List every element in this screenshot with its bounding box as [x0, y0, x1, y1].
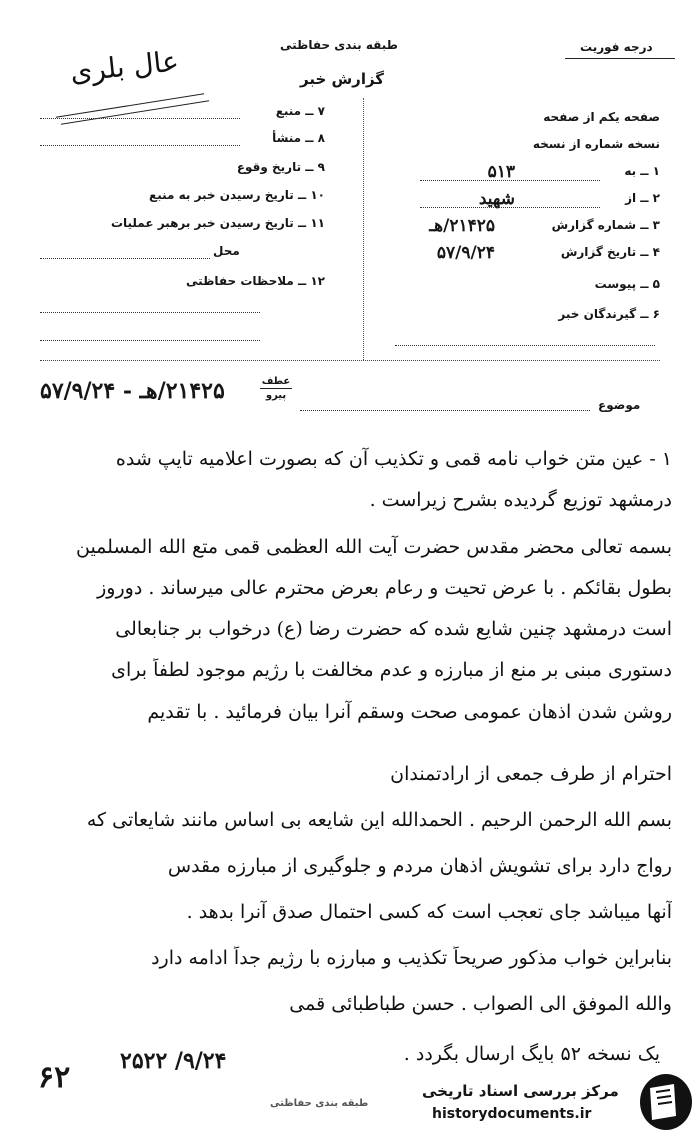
field-label: نسخه شماره از نسخه [532, 137, 660, 151]
body-line: رواج دارد برای تشویش اذهان مردم و جلوگیری از مبارزه مقدس [167, 855, 672, 877]
field-label: ۱۲ ــ ملاحظات حفاظتی [186, 274, 325, 288]
subject-label: موضوع [598, 398, 641, 412]
field-place-line [40, 258, 210, 259]
field-value: شهید [478, 189, 515, 209]
footer-page-number: ۶۲ [38, 1060, 71, 1095]
classification-label: طبقه بندی حفاظتی [280, 38, 398, 52]
subject-line [300, 410, 590, 411]
body-line: دستوری مبنی بر منع از مبارزه و عدم مخالفت با رژیم موجود لطفاً برای [111, 659, 672, 681]
field-label: ۲ ــ از [625, 191, 660, 205]
field-from-line [420, 207, 600, 208]
left-blank-line-1 [40, 312, 260, 313]
priority-label: درجه فوریت [580, 40, 653, 54]
field-label: ۱۱ ــ تاریخ رسیدن خبر برهبر عملیات [110, 216, 325, 230]
left-blank-line-2 [40, 340, 260, 341]
field-label: ۶ ــ گیرندگان خبر [558, 307, 660, 321]
body-line: آنها میباشد جای تعجب است که کسی احتمال صدق آنرا بدهد . [186, 901, 672, 923]
stamp-top: عطف [261, 376, 291, 387]
subject-stamp [256, 376, 296, 401]
watermark-title: مرکز بررسی اسناد تاریخی [422, 1082, 619, 1100]
watermark-url: historydocuments.ir [432, 1106, 592, 1122]
field-label: ۱۰ ــ تاریخ رسیدن خبر به منبع [149, 188, 325, 202]
body-line: است درمشهد چنین شایع شده که حضرت رضا (ع) درخواب بر جنابعالی [115, 618, 672, 640]
body-line: بنابراین خواب مذکور صریحاً تکذیب و مبارزه با رژیم جداً ادامه دارد [151, 947, 672, 969]
field-value: ۵۷/۹/۲۴ [436, 243, 495, 263]
body-line: درمشهد توزیع گردیده بشرح زیراست . [369, 489, 672, 511]
field-copy-number [370, 135, 660, 157]
field-label: صفحه یکم از صفحه [543, 110, 660, 124]
field-label: ۱ ــ به [624, 164, 660, 178]
body-line: بسم الله الرحمن الرحیم . الحمدالله این شایعه بی اساس مانند شایعاتی که [86, 809, 672, 831]
subject-reference: ۲۱۴۲۵/هـ - ۵۷/۹/۲۴ [40, 378, 225, 404]
field-recipients [370, 305, 660, 327]
handwritten-note: عال بلری [68, 44, 181, 89]
field-report-number [370, 216, 660, 238]
field-label: ۷ ــ منبع [275, 104, 325, 118]
field-source-line [40, 118, 240, 119]
form-title: گزارش خبر [300, 70, 385, 88]
body-line: بطول بقائکم . با عرض تحیت و رعام بعرض محترم عالی میرساند . دوروز [97, 577, 672, 599]
footer-handwritten-date: ۲۵۲۲ /۹/۲۴ [120, 1048, 227, 1074]
header-section-rule [40, 360, 660, 361]
body-line: یک نسخه ۵۲ بایگ ارسال بگردد . [403, 1043, 660, 1065]
archive-logo-icon [636, 1070, 696, 1134]
field-label: ۹ ــ تاریخ وقوع [236, 160, 325, 174]
stamp-bottom: پیرو [265, 390, 287, 401]
field-label: ۵ ــ پیوست [594, 277, 660, 291]
body-line: ۱ - عین متن خواب نامه قمی و تکذیب آن که بصورت اعلامیه تایپ شده [115, 448, 672, 470]
watermark [418, 1066, 700, 1138]
field-label: ۳ ــ شماره گزارش [551, 218, 660, 232]
priority-rule [565, 58, 675, 59]
field-origin-line [40, 145, 240, 146]
field-date-to-leader [35, 214, 325, 236]
column-divider [363, 98, 364, 360]
field-page-of [370, 108, 660, 130]
field-to-line [420, 180, 600, 181]
field-date-to-source [35, 186, 325, 208]
field-value: ۲۱۴۲۵/هـ [429, 216, 495, 236]
field-report-date [370, 243, 660, 265]
body-line: احترام از طرف جمعی از ارادتمندان [390, 763, 672, 785]
body-line: روشن شدن اذهان عمومی صحت وسقم آنرا بیان فرمائید . با تقدیم [147, 701, 672, 723]
field-value: ۵۱۳ [487, 162, 515, 182]
field-source [35, 102, 325, 124]
footer-classification: طبقه بندی حفاظتی [270, 1098, 369, 1109]
field-label: ۴ ــ تاریخ گزارش [560, 245, 660, 259]
field-recipients-line [395, 345, 655, 346]
field-attachment [370, 275, 660, 297]
field-security-notes [35, 272, 325, 294]
body-line: والله الموفق الی الصواب . حسن طباطبائی قمی [289, 993, 672, 1015]
field-label: ۸ ــ منشأ [272, 131, 325, 145]
field-origin [35, 129, 325, 151]
field-occurrence-date [35, 158, 325, 180]
field-place: محل [213, 244, 240, 258]
body-line: بسمه تعالی محضر مقدس حضرت آیت الله العظمی قمی متع الله المسلمین [75, 536, 672, 558]
